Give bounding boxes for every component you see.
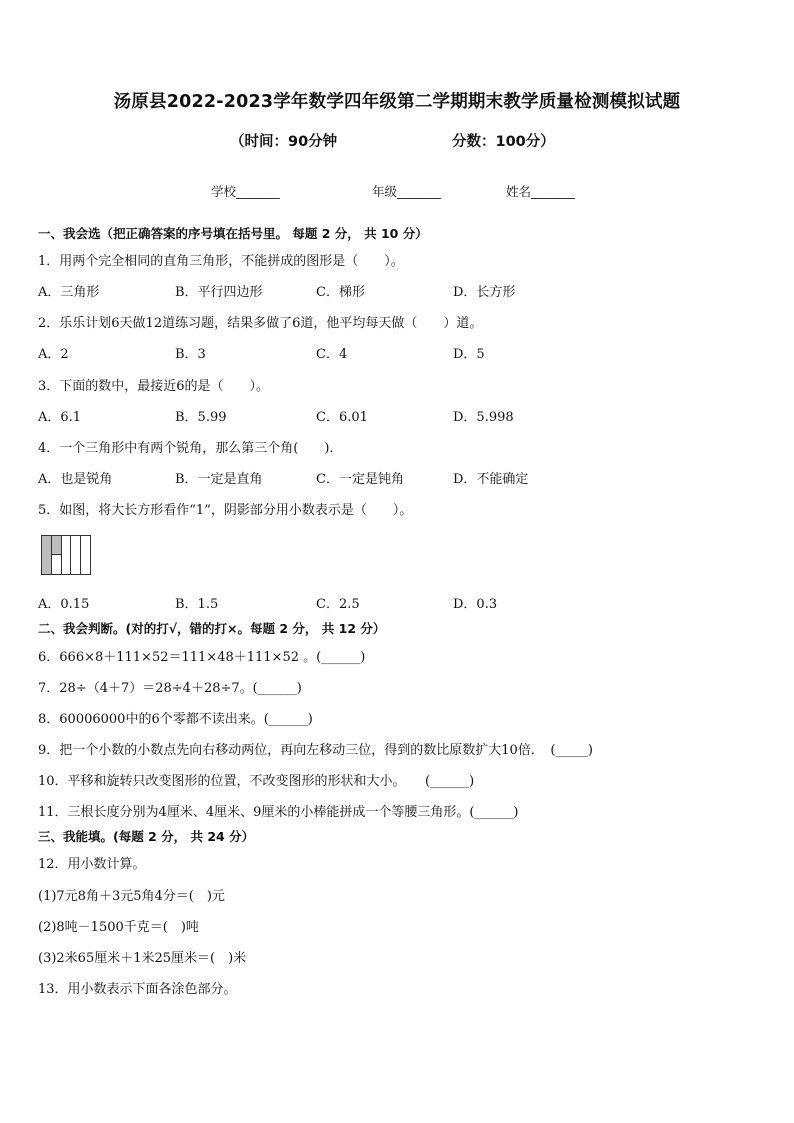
option: D．5.998 [453,410,514,425]
question-text: 3．下面的数中，最接近6的是（ ）。 [38,379,270,394]
shaded-strip [42,536,52,574]
exam-time: （时间：90分钟 [230,134,338,150]
option: D．长方形 [453,285,516,300]
judge-item: 9．把一个小数的小数点先向右移动两位，再向左移动三位，得到的数比原数扩大10倍． (_____) [38,743,593,758]
option: C．梯形 [316,285,365,300]
option: C．4 [316,347,348,362]
question-text: 1．用两个完全相同的直角三角形，不能拼成的图形是（ ）。 [38,254,404,269]
option: B．1.5 [175,597,219,612]
option: D．不能确定 [453,472,529,487]
option: B．一定是直角 [175,472,263,487]
option: B．平行四边形 [175,285,263,300]
rectangle-figure [41,535,91,575]
option: C．2.5 [316,597,360,612]
grade-field: 年级_______ [372,184,441,199]
split-strip [52,536,62,574]
judge-item: 7．28÷（4＋7）＝28÷4＋28÷7。(______) [38,681,302,696]
blank-strip [81,536,90,574]
question-text: 4．一个三角形中有两个锐角，那么第三个角( )． [38,441,343,456]
judge-item: 11．三根长度分别为4厘米、4厘米、9厘米的小棒能拼成一个等腰三角形。(______) [38,805,519,820]
judge-item: 8．60006000中的6个零都不读出来。(______) [38,712,313,727]
blank-strip [71,536,81,574]
option: B．3 [175,347,206,362]
option: D．5 [453,347,485,362]
section-heading: 一、我会选（把正确答案的序号填在括号里。 每题 2 分， 共 10 分） [38,226,428,241]
option: A．三角形 [38,285,100,300]
name-field: 姓名_______ [506,184,575,199]
option: A．2 [38,347,69,362]
question-text: 2．乐乐计划6天做12道练习题，结果多做了6道，他平均每天做（ ）道。 [38,316,483,331]
school-field: 学校_______ [211,184,280,199]
option: A．0.15 [38,597,90,612]
judge-item: 10．平移和旋转只改变图形的位置，不改变图形的形状和大小。 (______) [38,774,475,789]
fill-item: (2)8吨－1500千克＝( )吨 [38,920,199,935]
fill-item: (1)7元8角＋3元5角4分＝( )元 [38,889,225,904]
question-text: 5．如图，将大长方形看作“1”，阴影部分用小数表示是（ ）。 [38,503,413,518]
option: A．也是锐角 [38,472,113,487]
fill-item: 12．用小数计算。 [38,857,146,872]
fill-item: (3)2米65厘米＋1米25厘米＝( )米 [38,951,247,966]
section-heading: 三、我能填。(每题 2 分， 共 24 分） [38,829,255,844]
option: B．5.99 [175,410,227,425]
blank-strip [62,536,72,574]
fill-item: 13．用小数表示下面各涂色部分。 [38,982,237,997]
option: C．6.01 [316,410,368,425]
judge-item: 6．666×8＋111×52＝111×48＋111×52 。(______) [38,650,366,665]
option: C．一定是钝角 [316,472,404,487]
section-heading: 二、我会判断。(对的打√，错的打×。每题 2 分， 共 12 分） [38,621,386,636]
exam-title: 汤原县2022-2023学年数学四年级第二学期期末教学质量检测模拟试题 [113,92,681,112]
exam-score: 分数：100分） [452,134,555,150]
option: A．6.1 [38,410,82,425]
option: D．0.3 [453,597,498,612]
